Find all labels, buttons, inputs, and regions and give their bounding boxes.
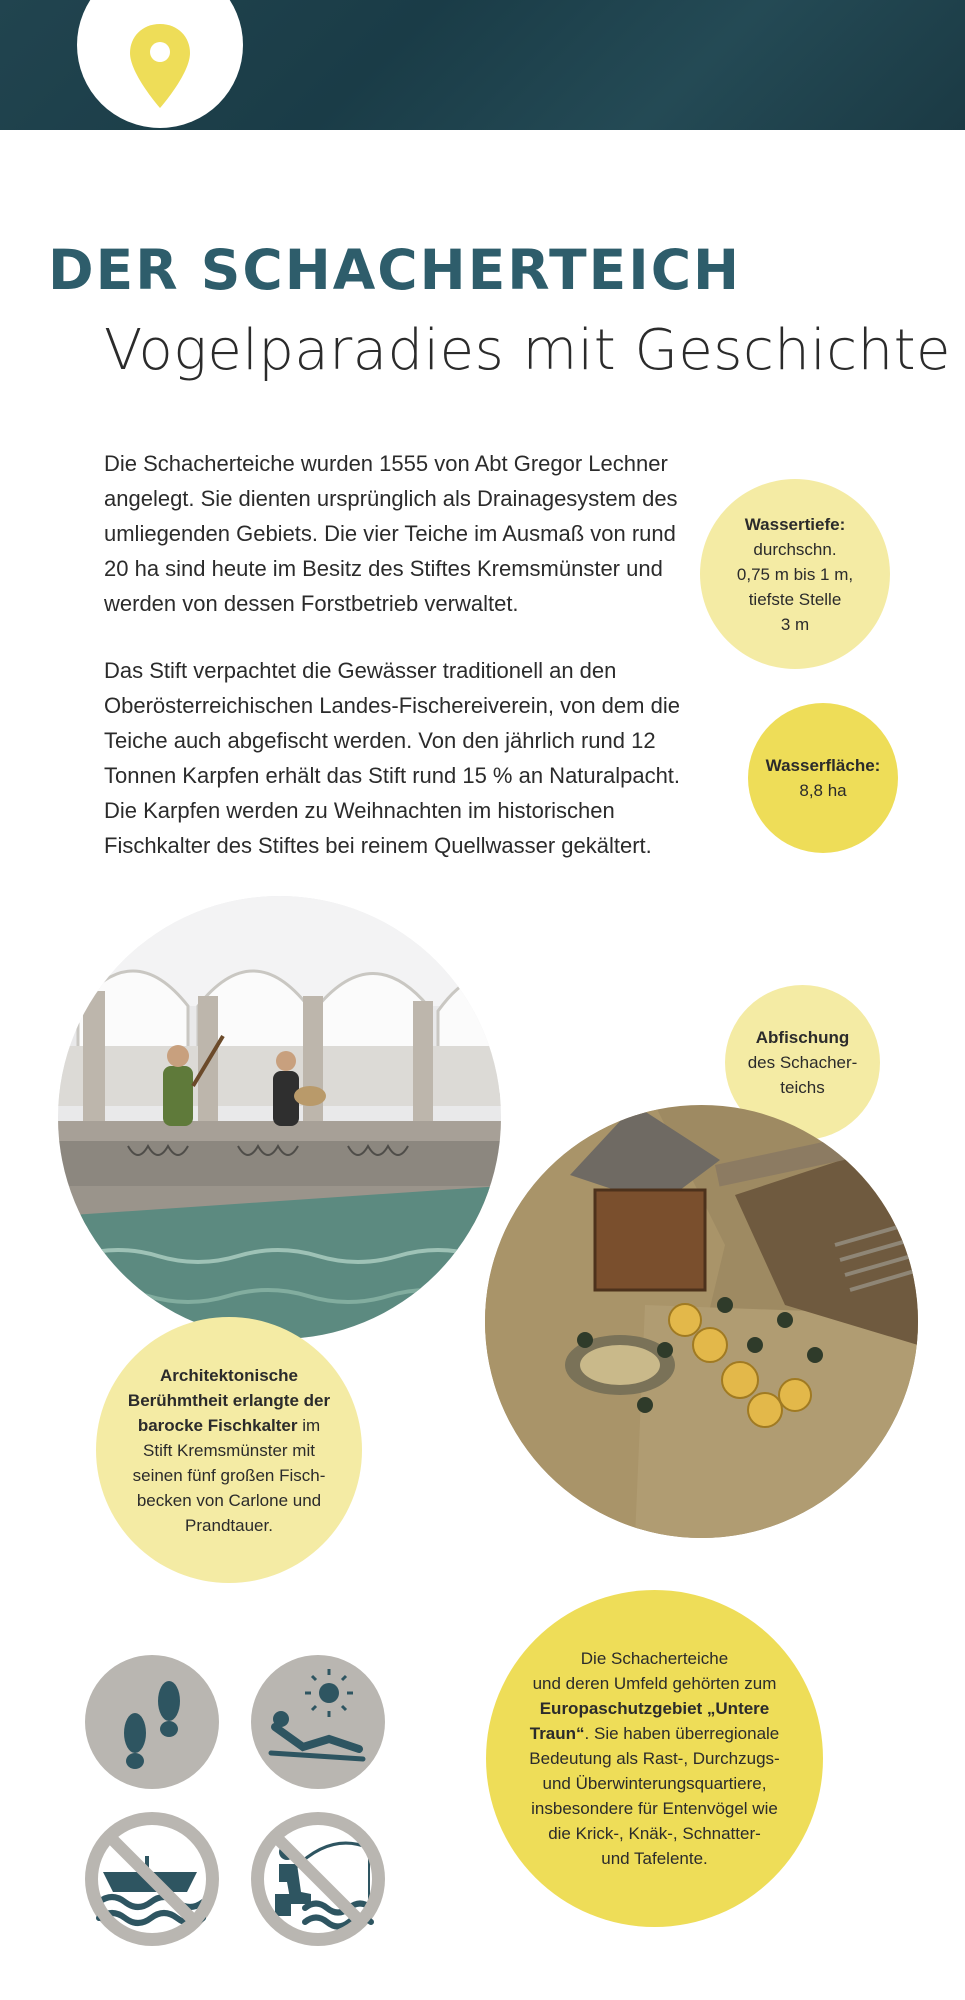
fish-cellar-photo — [58, 896, 501, 1339]
protected-area-line: insbesondere für Entenvögel wie — [531, 1799, 778, 1818]
pond-fishing-aerial-photo — [485, 1105, 918, 1538]
fish-cellar-caption-line: seinen fünf großen Fisch- — [132, 1465, 326, 1485]
water-area-value: 8,8 ha — [799, 781, 847, 800]
protected-area-bubble — [486, 1590, 823, 1927]
sunbathing-icon — [251, 1655, 385, 1789]
water-area-bubble — [748, 703, 898, 853]
footprints-icon — [85, 1655, 219, 1789]
protected-area-line: und deren Umfeld gehörten zum — [532, 1674, 777, 1693]
protected-area-inline: . Sie haben überregionale — [584, 1724, 780, 1743]
fishing-caption-line: des Schacher- — [747, 1053, 858, 1072]
no-fishing-icon — [251, 1812, 385, 1946]
water-depth-line: 3 m — [780, 614, 810, 634]
water-depth-bubble — [700, 479, 890, 669]
map-pin-icon — [127, 22, 193, 112]
page-subtitle: Vogelparadies mit Geschichte — [104, 318, 951, 383]
intro-paragraph: Die Schacherteiche wurden 1555 von Abt Gregor Lechner angelegt. Sie dienten ursprünglich als Drainagesystem des umliegenden Gebiets. Die vier Teiche im Ausmaß von rund 20 ha sind heute im Besitz des Stiftes Kremsmünster und werden von dessen Forstbetrieb verwaltet. — [104, 451, 678, 616]
protected-area-bold: Traun“ — [529, 1724, 585, 1743]
page-title: DER SCHACHERTEICH — [48, 238, 742, 302]
protected-area-line: und Tafelente. — [601, 1849, 708, 1868]
fish-cellar-caption-inline: im — [297, 1415, 321, 1435]
protected-area-bold: Europaschutzgebiet „Untere — [539, 1699, 770, 1718]
fish-cellar-caption-line: becken von Carlone und — [136, 1490, 322, 1510]
fish-cellar-caption-bold: Architektonische — [160, 1365, 298, 1385]
protected-area-line: und Überwinterungsquartiere, — [542, 1774, 767, 1793]
fishing-caption-title: Abfischung — [755, 1028, 850, 1047]
fish-cellar-caption-line: Prandtauer. — [185, 1515, 273, 1535]
fish-cellar-caption-bold: barocke Fischkalter — [137, 1415, 298, 1435]
water-area-label: Wasserfläche: — [765, 756, 881, 775]
water-depth-label: Wassertiefe: — [744, 514, 846, 534]
fish-cellar-caption-bubble — [96, 1317, 362, 1583]
water-depth-line: tiefste Stelle — [748, 589, 842, 609]
fish-cellar-caption-bold: Berühmtheit erlangte der — [127, 1390, 331, 1410]
protected-area-line: Die Schacherteiche — [580, 1649, 729, 1668]
water-depth-line: durchschn. — [753, 539, 837, 559]
lease-paragraph: Das Stift verpachtet die Gewässer traditionell an den Oberösterreichischen Landes-Fischereiverein, von dem die Teiche auch abgefischt werden. Von den jährlich rund 12 Tonnen Karpfen erhält das Stift rund 15 % an Naturalpacht. Die Karpfen werden zu Weihnachten im historischen Fischkalter des Stiftes bei reinem Quellwasser gekältert. — [104, 658, 681, 858]
protected-area-line: die Krick-, Knäk-, Schnatter- — [548, 1824, 761, 1843]
water-depth-line: 0,75 m bis 1 m, — [736, 564, 854, 584]
fish-cellar-caption-line: Stift Kremsmünster mit — [143, 1440, 315, 1460]
fishing-caption-line: teichs — [780, 1078, 825, 1097]
no-boating-icon — [85, 1812, 219, 1946]
protected-area-line: Bedeutung als Rast-, Durchzugs- — [529, 1749, 780, 1768]
